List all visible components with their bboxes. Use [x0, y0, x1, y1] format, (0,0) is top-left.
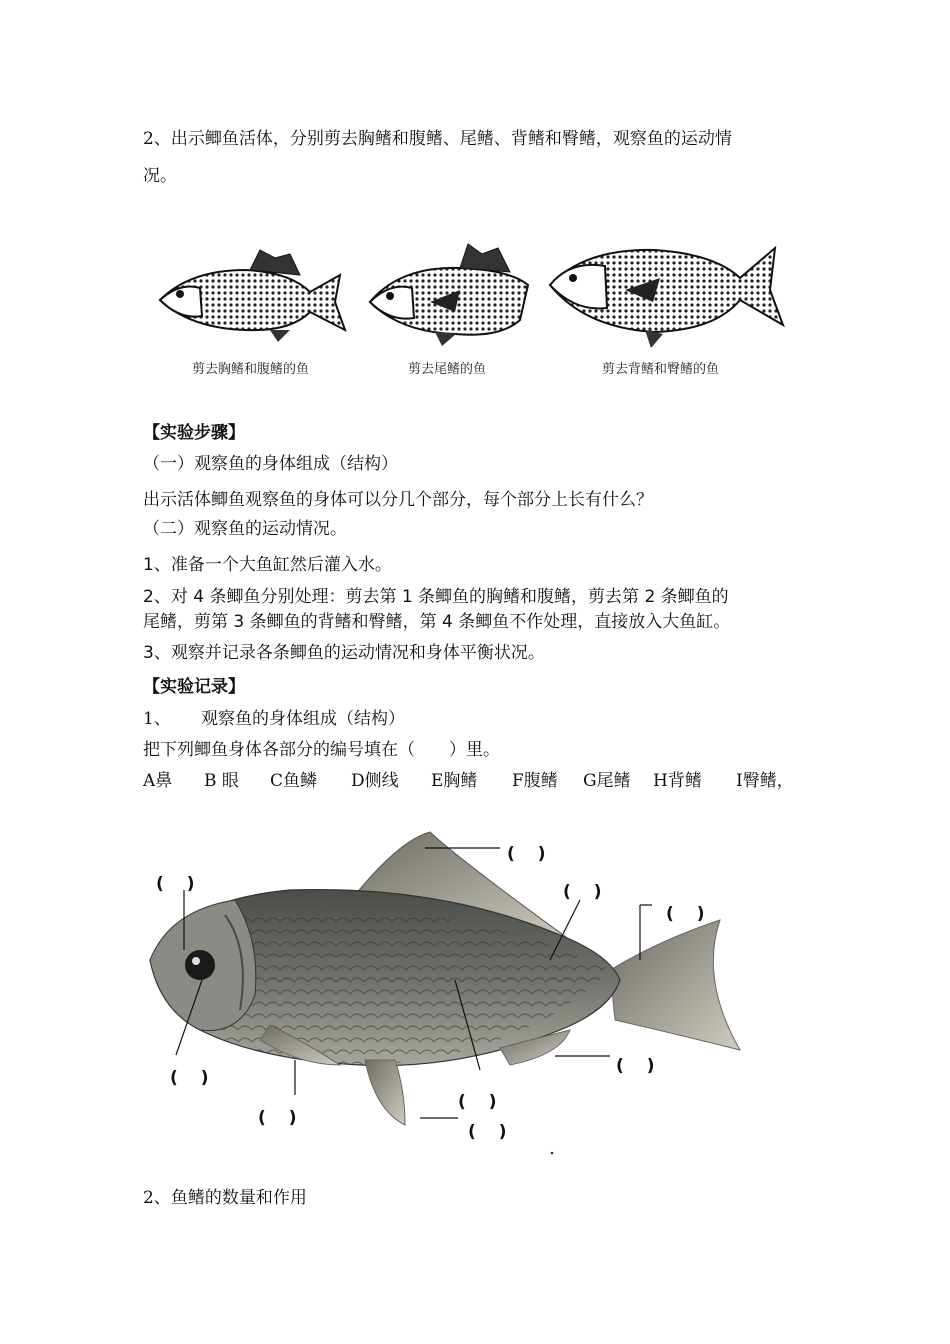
blank-tail-fin[interactable]: ( ) [666, 904, 705, 924]
blank-lateral-line[interactable]: ( ) [458, 1092, 497, 1112]
blank-anal-fin[interactable]: ( ) [616, 1056, 655, 1076]
steps-question-1: 出示活体鲫鱼观察鱼的身体可以分几个部分，每个部分上长有什么？ [143, 490, 653, 510]
blank-scales[interactable]: ( ) [563, 882, 602, 902]
record-item-2: 2、鱼鳍的数量和作用 [143, 1188, 307, 1208]
option-c: C鱼鳞 [270, 771, 318, 791]
step-2-line-1: 2、对 4 条鲫鱼分别处理：剪去第 1 条鲫鱼的胸鳍和腹鳍，剪去第 2 条鲫鱼的 [143, 587, 729, 607]
options-row [143, 768, 823, 794]
steps-sub-2: （二）观察鱼的运动情况。 [143, 519, 347, 539]
blank-pelvic-fin[interactable]: ( ) [468, 1122, 507, 1142]
blank-nose[interactable]: ( ) [156, 874, 195, 894]
blank-eye[interactable]: ( ) [170, 1068, 209, 1088]
sketch-caption-1: 剪去胸鳍和腹鳍的鱼 [192, 362, 310, 377]
fish-sketch-images [150, 225, 800, 355]
option-d: D侧线 [351, 771, 399, 791]
step-2-line-2: 尾鳍，剪第 3 条鲫鱼的背鳍和臀鳍，第 4 条鲫鱼不作处理，直接放入大鱼缸。 [143, 612, 731, 632]
record-item-1-text: 观察鱼的身体组成（结构） [201, 709, 405, 729]
intro-line-1: 2、出示鲫鱼活体，分别剪去胸鳍和腹鳍、尾鳍、背鳍和臀鳍，观察鱼的运动情 [143, 129, 732, 149]
sketch-caption-3: 剪去背鳍和臀鳍的鱼 [602, 362, 720, 377]
step-1: 1、准备一个大鱼缸然后灌入水。 [143, 555, 392, 575]
sketch-caption-2: 剪去尾鳍的鱼 [408, 362, 487, 377]
fish-sketches [150, 225, 800, 355]
steps-heading: 【实验步骤】 [143, 423, 245, 443]
fish-sketch-1 [160, 250, 345, 342]
option-b: B 眼 [204, 771, 239, 791]
record-item-1-number: 1、 [143, 709, 171, 729]
record-heading: 【实验记录】 [143, 677, 245, 697]
record-instruction: 把下列鲫鱼身体各部分的编号填在（ ）里。 [143, 740, 500, 760]
option-g: G尾鳍 [583, 771, 631, 791]
option-f: F腹鳍 [512, 771, 558, 791]
carp-diagram [140, 820, 760, 1160]
step-3: 3、观察并记录各条鲫鱼的运动情况和身体平衡状况。 [143, 643, 545, 663]
option-e: E胸鳍 [431, 771, 478, 791]
intro-line-2: 况。 [143, 166, 177, 186]
option-h: H背鳍 [653, 771, 702, 791]
carp-image [140, 820, 760, 1160]
option-i: I臀鳍， [736, 771, 794, 791]
steps-sub-1: （一）观察鱼的身体组成（结构） [143, 454, 398, 474]
option-a: A鼻 [143, 771, 173, 791]
blank-pectoral-fin[interactable]: ( ) [258, 1108, 297, 1128]
fish-sketch-3 [550, 248, 783, 348]
fish-sketch-2 [370, 244, 528, 346]
blank-dorsal-fin[interactable]: ( ) [507, 844, 546, 864]
